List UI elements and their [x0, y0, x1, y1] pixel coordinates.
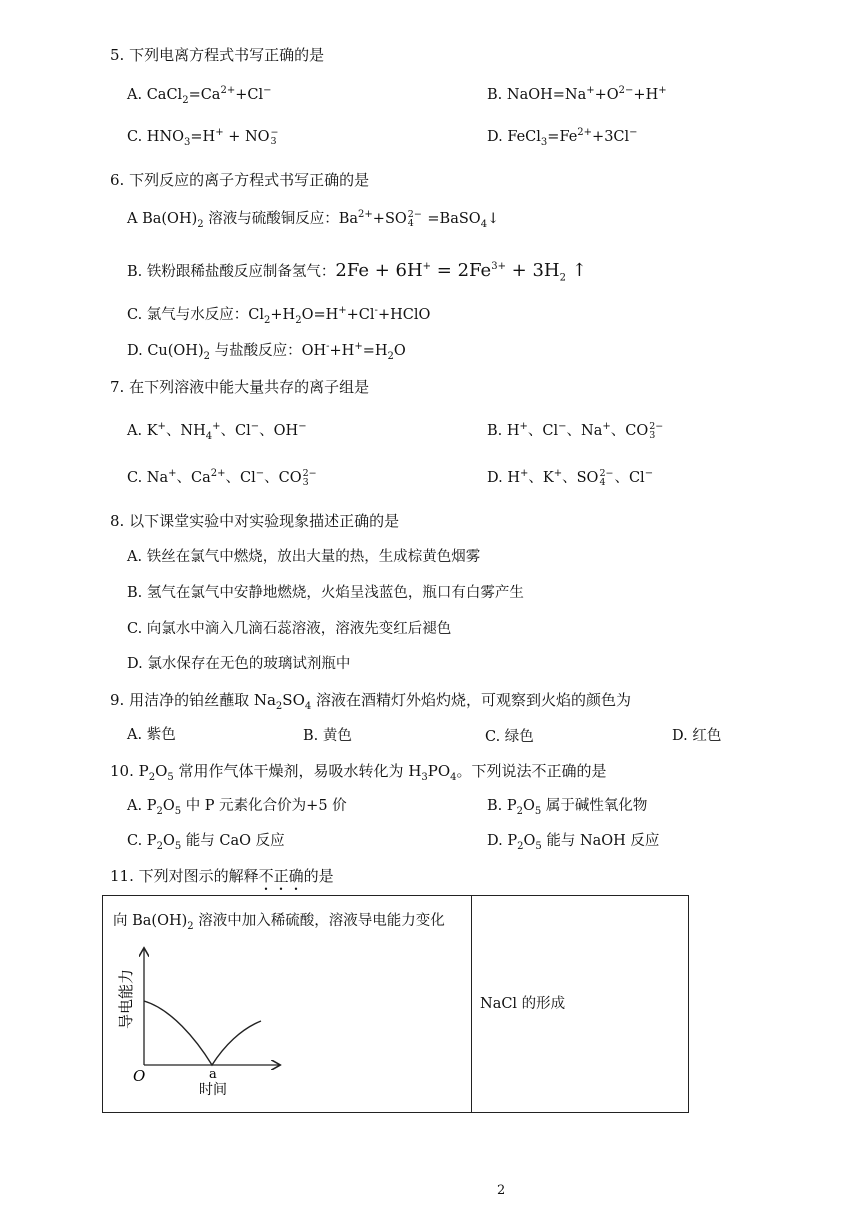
q9-option-a: A. 紫色 — [127, 727, 176, 743]
y-axis-label: 导电能力 — [117, 968, 135, 1029]
q5-option-b: B. $NaOH=Na^++O^{2-}+H^+$ — [487, 85, 667, 103]
q5-option-c: C. $HNO_3=H^+$ + NO − 3 — [127, 127, 279, 148]
q7-option-b: B. H+、Cl−、Na+、CO 2− 3 — [487, 421, 664, 441]
x-axis-label: 时间 — [199, 1082, 227, 1098]
page-number: 2 — [497, 1183, 506, 1198]
q8-option-d: D. 氯水保存在无色的玻璃试剂瓶中 — [127, 656, 351, 672]
q7-option-c: C. Na+、$Ca^{2+}$、Cl−、CO 2− 3 — [127, 468, 317, 488]
q5-stem: 5. 下列电离方程式书写正确的是 — [110, 46, 325, 64]
conductivity-curve — [144, 1001, 261, 1065]
table-divider — [471, 896, 472, 1112]
q5-option-a: A. $CaCl_2=Ca^{2+}+Cl^-$ — [127, 85, 272, 106]
q8-option-b: B. 氢气在氯气中安静地燃烧，火焰呈浅蓝色，瓶口有白雾产生 — [127, 585, 524, 601]
q5-option-d: D. $FeCl_3=Fe^{2+}+3Cl^-$ — [487, 127, 638, 148]
q9-stem: 9. 用洁净的铂丝蘸取 $Na_2SO_4$ 溶液在酒精灯外焰灼烧，可观察到火焰的颜色为 — [110, 691, 632, 712]
q6-option-a: A $Ba(OH)_2$ 溶液与硫酸铜反应：$Ba^{2+}+SO$ 2− 4 =BaSO$_4$↓ — [127, 209, 500, 230]
q8-option-c: C. 向氯水中滴入几滴石蕊溶液，溶液先变红后褪色 — [127, 621, 452, 637]
conductivity-chart — [111, 941, 311, 1111]
q10-option-a: A. $P_2O_5$ 中 P 元素化合价为+5 价 — [127, 798, 347, 817]
q7-option-d: D. H+、K+、SO 2− 4 、Cl− — [487, 468, 654, 488]
q9-option-c: C. 绿色 — [485, 729, 534, 745]
q10-option-b: B. $P_2O_5$ 属于碱性氧化物 — [487, 798, 648, 817]
q10-option-d: D. $P_2O_5$ 能与 NaOH 反应 — [487, 833, 660, 852]
q6-option-d: D. $Cu(OH)_2$ 与盐酸反应：$OH^-+H^+=H_2O$ — [127, 341, 406, 362]
q10-stem: 10. $P_2O_5$ 常用作气体干燥剂，易吸水转化为 $H_3PO_4$。下列说法不正确的是 — [110, 762, 607, 783]
q8-option-a: A. 铁丝在氯气中燃烧，放出大量的热，生成棕黄色烟雾 — [127, 549, 481, 565]
q6-stem: 6. 下列反应的离子方程式书写正确的是 — [110, 171, 370, 189]
q11-stem: 11. 下列对图示的解释不正确的是 — [110, 867, 334, 885]
q7-option-a: A. K+、$NH_4^+$、Cl−、OH− — [127, 421, 307, 442]
q10-option-c: C. $P_2O_5$ 能与 CaO 反应 — [127, 833, 285, 852]
q11-cell1-caption: 向 $Ba(OH)_2$ 溶液中加入稀硫酸，溶液导电能力变化 — [113, 913, 445, 932]
q9-option-d: D. 红色 — [672, 728, 722, 744]
q6-option-c: C. 氯气与水反应：$Cl_2+H_2O=H^++Cl^-+HClO$ — [127, 305, 431, 326]
q11-table — [102, 895, 689, 1113]
q6-option-b: B. 铁粉跟稀盐酸反应制备氢气：$2Fe + 6H^+ = 2Fe^{3+} + 3H_2$ ↑ — [127, 260, 587, 284]
q8-stem: 8. 以下课堂实验中对实验现象描述正确的是 — [110, 512, 400, 530]
q9-option-b: B. 黄色 — [303, 728, 352, 744]
q7-stem: 7. 在下列溶液中能大量共存的离子组是 — [110, 378, 370, 396]
q11-cell2-text: NaCl 的形成 — [480, 996, 566, 1012]
tick-a-label: a — [209, 1067, 217, 1082]
origin-label: O — [133, 1067, 146, 1085]
